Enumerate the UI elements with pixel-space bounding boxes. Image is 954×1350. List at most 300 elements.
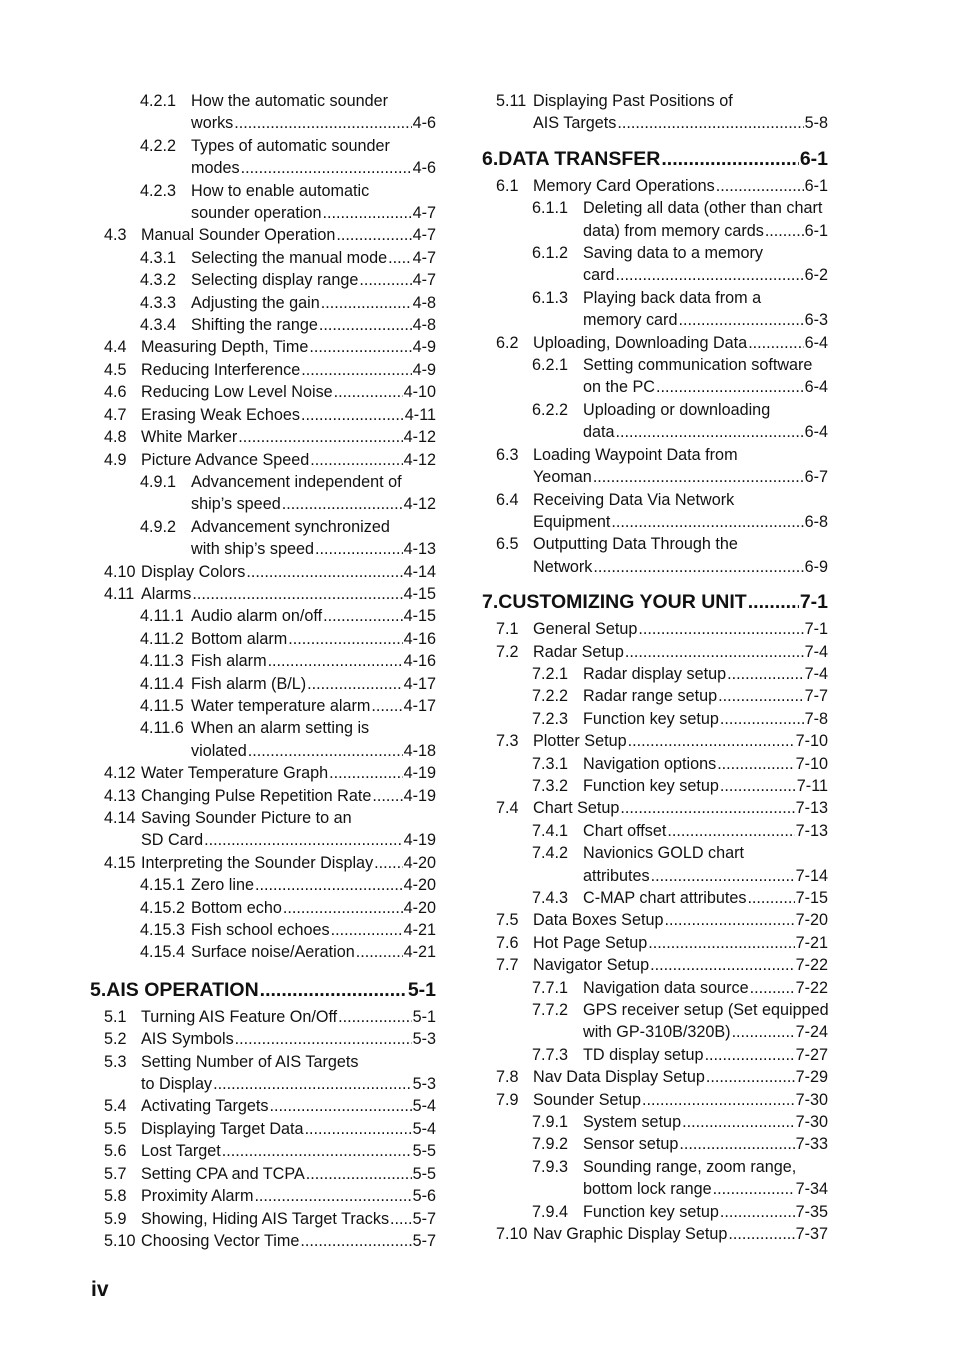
section-number: 5.2: [104, 1030, 127, 1049]
dot-leader: [319, 314, 412, 336]
toc-entry: [496, 1089, 828, 1111]
entry-line: [496, 309, 828, 331]
section-number: 7.9.2: [532, 1135, 569, 1154]
entry-title: Network: [533, 557, 593, 576]
entry-line: [496, 220, 828, 242]
dot-leader: [727, 663, 804, 685]
entry-title: Navigation options: [583, 754, 717, 773]
entry-title: Activating Targets: [141, 1097, 269, 1116]
entry-line: [496, 112, 828, 134]
entry-title: Selecting the manual mode: [191, 248, 388, 267]
section-number: 4.3: [104, 226, 127, 245]
dot-leader: [336, 224, 411, 246]
section-number: 6.2.1: [532, 356, 569, 375]
toc-entry: [104, 1006, 436, 1028]
page-ref: 5-7: [412, 1209, 436, 1228]
entry-line: [496, 1178, 828, 1200]
section-number: 7.8: [496, 1068, 519, 1087]
toc-entry: [104, 1051, 436, 1096]
entry-line: [496, 797, 828, 819]
dot-leader: [192, 583, 402, 605]
toc-entry: [496, 708, 828, 730]
toc-entry: [104, 807, 436, 852]
section-number: 4.10: [104, 562, 136, 581]
page-ref: 7-21: [795, 933, 828, 952]
section-number: 7.7.2: [532, 1001, 569, 1020]
page-ref: 7-15: [795, 889, 828, 907]
entry-title: Interpreting the Sounder Display: [141, 853, 374, 872]
entry-title: Setting Number of AIS Targets: [141, 1052, 359, 1071]
page-ref: 4-20: [403, 853, 436, 872]
section-number: 7.2: [496, 642, 519, 661]
entry-title: Surface noise/Aeration: [191, 943, 355, 962]
entry-line: [496, 489, 828, 511]
entry-title: Shifting the range: [191, 316, 318, 335]
page-ref: 4-17: [403, 696, 436, 715]
entry-title: with GP-310B/320B): [583, 1023, 731, 1042]
dot-leader: [300, 1230, 411, 1252]
chapter-heading: [90, 978, 436, 1002]
chapter-title: CUSTOMIZING YOUR UNIT: [498, 591, 747, 614]
dot-leader: [254, 1185, 411, 1207]
entry-title: Measuring Depth, Time: [141, 338, 309, 357]
entry-line: [104, 740, 436, 762]
entry-line: [496, 641, 828, 663]
section-number: 7.9.1: [532, 1113, 569, 1132]
toc-entry: [104, 762, 436, 784]
page-ref: 7-7: [804, 687, 828, 706]
entry-line: [104, 829, 436, 851]
dot-leader: [390, 1208, 412, 1230]
dot-leader: [656, 376, 804, 398]
section-number: 4.5: [104, 360, 127, 379]
entry-title: SD Card: [141, 831, 204, 850]
entry-title: Function key setup: [583, 776, 719, 795]
section-number: 4.2.1: [140, 92, 177, 110]
entry-title: Navionics GOLD chart: [583, 844, 745, 863]
page-ref: 4-18: [403, 741, 436, 760]
page-ref: 4-17: [403, 674, 436, 693]
entry-line: [104, 449, 436, 471]
entry-title: Turning AIS Feature On/Off: [141, 1007, 338, 1026]
chapter-line: [90, 978, 436, 1002]
entry-title: works: [191, 114, 234, 133]
dot-leader: [374, 852, 402, 874]
page-ref: 7-4: [804, 664, 828, 683]
toc-entry: [104, 247, 436, 269]
page-ref: 6-2: [804, 266, 828, 285]
toc-entry: [104, 874, 436, 896]
section-number: 7.9.3: [532, 1157, 569, 1176]
dot-leader: [682, 1111, 795, 1133]
entry-title: AIS Targets: [533, 114, 617, 133]
page-ref: 6-4: [804, 378, 828, 397]
toc-entry: [104, 561, 436, 583]
toc-entry: [104, 628, 436, 650]
toc-entry: [496, 1133, 828, 1155]
section-number: 4.12: [104, 764, 136, 783]
toc-entry: [496, 797, 828, 819]
entry-title: Saving data to a memory: [583, 244, 763, 263]
toc-entry: [496, 1223, 828, 1245]
entry-title: Function key setup: [583, 1202, 719, 1221]
entry-title: Displaying Past Positions of: [533, 92, 733, 110]
entry-line: [496, 175, 828, 197]
entry-title: ship’s speed: [191, 495, 281, 514]
page-ref: 4-7: [412, 226, 436, 245]
toc-entry: [496, 641, 828, 663]
entry-title: Selecting display range: [191, 271, 359, 290]
section-number: 6.2: [496, 333, 519, 352]
entry-line: [496, 618, 828, 640]
dot-leader: [616, 264, 804, 286]
entry-title: card: [583, 266, 615, 285]
dot-leader: [246, 561, 402, 583]
entry-title: Setting CPA and TCPA: [141, 1164, 305, 1183]
toc-entry: [496, 887, 828, 909]
section-number: 5.8: [104, 1187, 127, 1206]
toc-entry: [496, 1201, 828, 1223]
page-ref: 7-22: [795, 978, 828, 997]
entry-title: Fish alarm: [191, 652, 267, 671]
entry-title: violated: [191, 741, 247, 760]
entry-title: Adjusting the gain: [191, 293, 320, 312]
dot-leader: [678, 309, 803, 331]
page-ref: 4-19: [403, 831, 436, 850]
page-ref: 6-3: [804, 311, 828, 330]
dot-leader: [720, 775, 796, 797]
entry-line: [496, 332, 828, 354]
page-ref: 5-4: [412, 1119, 436, 1138]
entry-line: [496, 533, 828, 555]
entry-title: Hot Page Setup: [533, 933, 648, 952]
entry-title: Showing, Hiding AIS Target Tracks: [141, 1209, 390, 1228]
section-number: 4.15: [104, 853, 136, 872]
dot-leader: [269, 1095, 411, 1117]
toc-entry: [496, 1156, 828, 1201]
entry-title: Loading Waypoint Data from: [533, 445, 738, 464]
page-ref: 7-27: [795, 1045, 828, 1064]
entry-line: [104, 561, 436, 583]
toc-entry: [104, 471, 436, 516]
toc-entry: [104, 292, 436, 314]
entry-title: Receiving Data Via Network: [533, 490, 735, 509]
entry-title: Nav Graphic Display Setup: [533, 1225, 728, 1244]
page-ref: 6-1: [799, 147, 828, 170]
page-ref: 7-20: [795, 911, 828, 930]
entry-line: [104, 157, 436, 179]
entry-title: data) from memory cards: [583, 221, 764, 240]
dot-leader: [315, 538, 403, 560]
page-ref: 4-9: [412, 338, 436, 357]
page-ref: 4-10: [403, 383, 436, 402]
dot-leader: [628, 730, 795, 752]
entry-title: Setting communication software: [583, 356, 813, 375]
entry-title: Saving Sounder Picture to an: [141, 809, 352, 827]
section-number: 6.4: [496, 490, 519, 509]
entry-title: Memory Card Operations: [533, 176, 715, 195]
section-number: 5.5: [104, 1119, 127, 1138]
page-ref: 5-1: [407, 978, 436, 1001]
dot-leader: [616, 421, 804, 443]
section-number: 4.9.1: [140, 472, 177, 491]
toc-right-column: [482, 90, 829, 1246]
page-ref: 5-1: [412, 1007, 436, 1026]
entry-title: TD display setup: [583, 1045, 704, 1064]
entry-title: attributes: [583, 866, 650, 885]
dot-leader: [720, 1201, 795, 1223]
chapter-line: [482, 590, 828, 614]
section-number: 4.11.1: [140, 607, 184, 626]
section-number: 4.6: [104, 383, 127, 402]
dot-leader: [651, 865, 795, 887]
page-ref: 4-20: [403, 898, 436, 917]
entry-title: to Display: [141, 1075, 213, 1094]
entry-title: Equipment: [533, 512, 611, 531]
page-ref: 4-19: [403, 786, 436, 805]
entry-line: [104, 426, 436, 448]
section-number: 7.4: [496, 799, 519, 818]
toc-entry: [104, 135, 436, 180]
page-ref: 4-7: [412, 248, 436, 267]
entry-line: [496, 909, 828, 931]
entry-line: [496, 421, 828, 443]
section-number: 7.5: [496, 911, 519, 930]
section-number: 4.9: [104, 450, 127, 469]
dot-leader: [238, 426, 402, 448]
chapter-title: DATA TRANSFER: [498, 147, 661, 170]
chapter-number: 7.: [482, 591, 499, 614]
dot-leader: [716, 175, 804, 197]
section-number: 4.3.3: [140, 293, 177, 312]
toc-entry: [496, 730, 828, 752]
section-number: 4.11.2: [140, 629, 184, 648]
entry-line: [104, 1163, 436, 1185]
page-ref: 4-8: [412, 316, 436, 335]
toc-entry: [104, 1208, 436, 1230]
dot-leader: [648, 932, 794, 954]
entry-line: [496, 954, 828, 976]
entry-line: [104, 202, 436, 224]
page-ref: 5-5: [412, 1142, 436, 1161]
toc-entry: [496, 287, 828, 332]
section-number: 4.11.6: [140, 719, 184, 738]
page-ref: 6-4: [804, 423, 828, 442]
section-number: 5.1: [104, 1007, 127, 1026]
toc-entry: [496, 685, 828, 707]
section-number: 4.11.4: [140, 674, 184, 693]
entry-title: Sounding range, zoom range,: [583, 1157, 797, 1176]
entry-title: Fish alarm (B/L): [191, 674, 307, 693]
section-number: 6.1.3: [532, 288, 569, 307]
toc-entry: [496, 175, 828, 197]
dot-leader: [338, 1006, 411, 1028]
dot-leader: [664, 909, 794, 931]
entry-line: [104, 1140, 436, 1162]
page-ref: 7-37: [795, 1225, 828, 1244]
dot-leader: [255, 874, 403, 896]
entry-line: [496, 264, 828, 286]
toc-entry: [104, 336, 436, 358]
chapter-line: [482, 147, 828, 171]
entry-line: [104, 1095, 436, 1117]
section-number: 7.6: [496, 933, 519, 952]
section-number: 7.4.3: [532, 889, 569, 907]
section-number: 7.3.2: [532, 776, 569, 795]
entry-title: Lost Target: [141, 1142, 221, 1161]
toc-entry: [496, 618, 828, 640]
entry-title: How to enable automatic: [191, 181, 370, 200]
dot-leader: [329, 762, 402, 784]
section-number: 7.9.4: [532, 1202, 569, 1221]
toc-entry: [104, 180, 436, 225]
dot-leader: [222, 1140, 412, 1162]
page-ref: 4-21: [403, 921, 436, 940]
dot-leader: [359, 269, 411, 291]
page-ref: 5-4: [412, 1097, 436, 1116]
section-number: 7.3.1: [532, 754, 569, 773]
entry-title: Advancement synchronized: [191, 517, 390, 536]
page-ref: 4-6: [412, 114, 436, 133]
toc-entry: [104, 381, 436, 403]
dot-leader: [593, 556, 803, 578]
toc-entry: [496, 1044, 828, 1066]
page-ref: 7-33: [795, 1135, 828, 1154]
toc-entry: [104, 1118, 436, 1140]
section-number: 7.2.3: [532, 709, 569, 728]
entry-title: bottom lock range: [583, 1180, 712, 1199]
entry-line: [104, 852, 436, 874]
toc-entry: [104, 404, 436, 426]
section-number: 6.2.2: [532, 400, 569, 419]
section-number: 4.4: [104, 338, 127, 357]
section-number: 4.15.2: [140, 898, 186, 917]
dot-leader: [282, 493, 403, 515]
section-number: 4.3.4: [140, 316, 177, 335]
section-number: 7.7: [496, 956, 519, 975]
page-ref: 7-14: [795, 866, 828, 885]
dot-leader: [234, 112, 411, 134]
page-ref: 4-14: [403, 562, 436, 581]
page-ref: 4-21: [403, 943, 436, 962]
section-number: 7.10: [496, 1225, 528, 1244]
toc-entry: [496, 197, 828, 242]
entry-line: [104, 381, 436, 403]
section-number: 5.4: [104, 1097, 127, 1116]
entry-title: Sensor setup: [583, 1135, 679, 1154]
entry-title: Yeoman: [533, 468, 592, 487]
dot-leader: [268, 650, 403, 672]
entry-line: [496, 730, 828, 752]
toc-entry: [496, 954, 828, 976]
dot-leader: [334, 381, 403, 403]
entry-line: [104, 1028, 436, 1050]
entry-line: [496, 1066, 828, 1088]
section-number: 6.1.2: [532, 244, 569, 263]
section-number: 4.2.2: [140, 136, 177, 155]
entry-title: Chart offset: [583, 821, 667, 840]
toc-entry: [104, 1140, 436, 1162]
page-ref: 4-12: [403, 495, 436, 514]
dot-leader: [718, 685, 804, 707]
page-ref: 6-8: [804, 512, 828, 531]
page-ref: 7-13: [795, 821, 828, 840]
entry-line: [496, 1223, 828, 1245]
section-number: 7.3: [496, 732, 519, 751]
dot-leader: [593, 466, 804, 488]
dot-leader: [323, 605, 403, 627]
entry-title: sounder operation: [191, 204, 322, 223]
section-number: 4.3.1: [140, 248, 177, 267]
entry-title: Changing Pulse Repetition Rate: [141, 786, 372, 805]
dot-leader: [323, 202, 412, 224]
dot-leader: [732, 1021, 795, 1043]
page-ref: 5-7: [412, 1231, 436, 1250]
chapter-number: 6.: [482, 147, 499, 170]
page-ref: 6-4: [804, 333, 828, 352]
entry-title: Playing back data from a: [583, 288, 762, 307]
page-ref: 7-4: [804, 642, 828, 661]
dot-leader: [309, 336, 411, 358]
entry-title: Nav Data Display Setup: [533, 1068, 705, 1087]
entry-line: [104, 1118, 436, 1140]
dot-leader: [611, 511, 803, 533]
page-ref: 7-35: [795, 1202, 828, 1221]
entry-title: Radar Setup: [533, 642, 624, 661]
section-number: 5.9: [104, 1209, 127, 1228]
entry-title: System setup: [583, 1113, 682, 1132]
dot-leader: [625, 641, 804, 663]
entry-title: Reducing Low Level Noise: [141, 383, 333, 402]
section-number: 5.11: [496, 92, 527, 110]
entry-line: [496, 511, 828, 533]
dot-leader: [620, 797, 794, 819]
entry-line: [104, 1185, 436, 1207]
dot-leader: [301, 404, 404, 426]
toc-entry: [104, 941, 436, 963]
entry-line: [104, 1051, 436, 1073]
page-ref: 7-10: [795, 754, 828, 773]
entry-line: [104, 493, 436, 515]
toc-entry: [104, 1028, 436, 1050]
entry-title: GPS receiver setup (Set equipped: [583, 1001, 829, 1020]
toc-entry: [496, 242, 828, 287]
entry-line: [104, 1230, 436, 1252]
toc-entry: [104, 650, 436, 672]
page-ref: 6-1: [804, 221, 828, 240]
toc-entry: [104, 717, 436, 762]
section-number: 4.11.5: [140, 696, 184, 715]
entry-title: Manual Sounder Operation: [141, 226, 336, 245]
page-number: iv: [91, 1278, 109, 1301]
page-ref: 4-12: [403, 428, 436, 447]
entry-line: [496, 556, 828, 578]
entry-title: Data Boxes Setup: [533, 911, 664, 930]
dot-leader: [750, 977, 795, 999]
section-number: 4.11.3: [140, 652, 184, 671]
chapter-number: 5.: [90, 978, 107, 1001]
entry-line: [496, 932, 828, 954]
entry-line: [496, 1021, 828, 1043]
section-number: 5.10: [104, 1231, 136, 1250]
toc-entry: [496, 1111, 828, 1133]
toc-entry: [496, 909, 828, 931]
entry-line: [496, 1089, 828, 1111]
dot-leader: [679, 1133, 794, 1155]
entry-title: Displaying Target Data: [141, 1119, 304, 1138]
page-ref: 5-8: [804, 114, 828, 133]
entry-title: Water Temperature Graph: [141, 764, 329, 783]
